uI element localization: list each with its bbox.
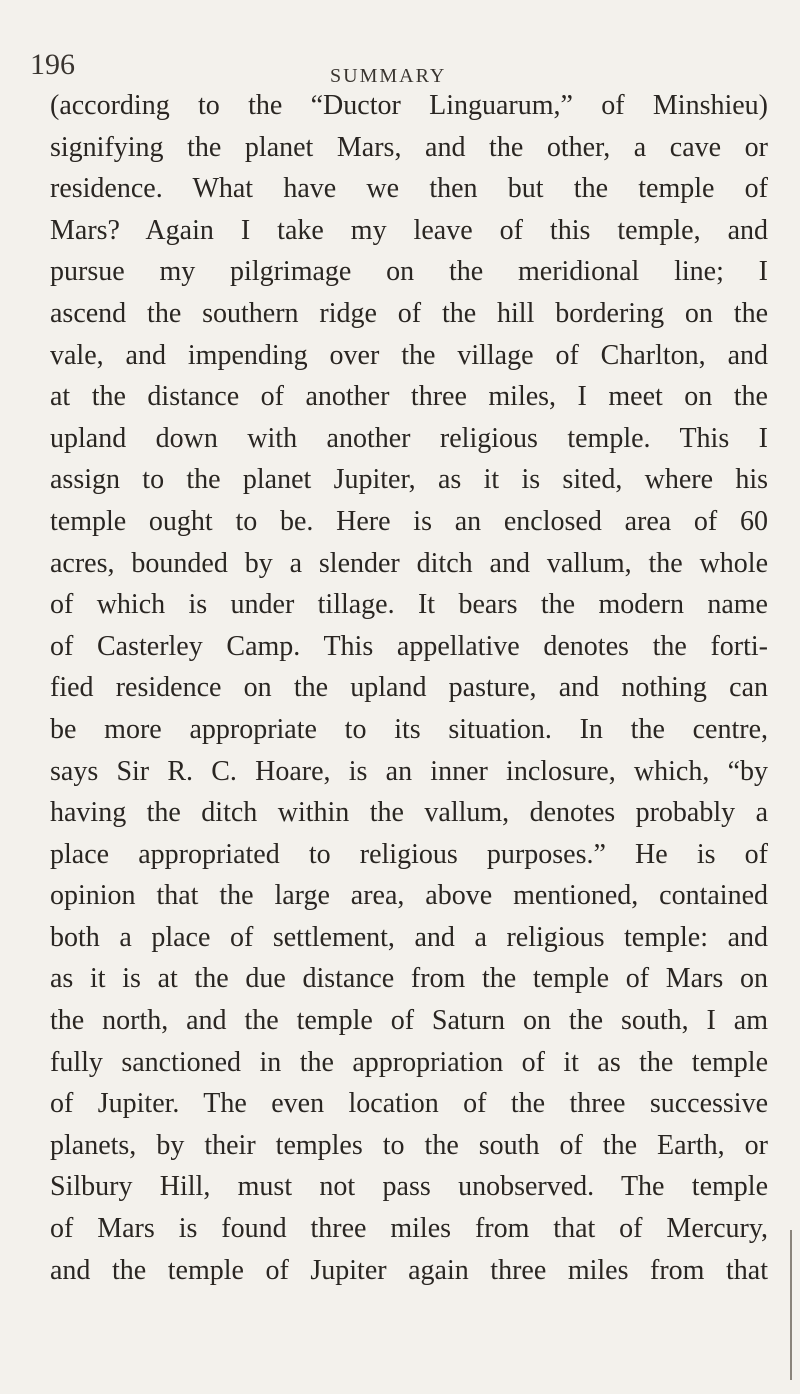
text-line: of Mars is found three miles from that of Mercury, (50, 1213, 768, 1245)
text-line: having the ditch within the vallum, denotes probably a (50, 797, 768, 829)
text-line: upland down with another religious temple. This I (50, 422, 768, 454)
text-line: at the distance of another three miles, I meet on the (50, 381, 768, 413)
text-line: temple ought to be. Here is an enclosed area of 60 (50, 505, 768, 537)
text-line: Mars? Again I take my leave of this temple, and (50, 214, 768, 246)
running-head: SUMMARY (330, 65, 447, 87)
text-line: signifying the planet Mars, and the other, a cave or (50, 131, 768, 163)
text-line: says Sir R. C. Hoare, is an inner inclosure, which, “by (50, 755, 768, 787)
body-text (50, 85, 768, 1291)
text-line: assign to the planet Jupiter, as it is sited, where his (50, 464, 768, 496)
text-line: of which is under tillage. It bears the modern name (50, 589, 768, 621)
text-line: be more appropriate to its situation. In the centre, (50, 713, 768, 745)
text-line: residence. What have we then but the temple of (50, 173, 768, 205)
text-line: acres, bounded by a slender ditch and vallum, the whole (50, 547, 768, 579)
text-line: (according to the “Ductor Linguarum,” of Minshieu) (50, 90, 768, 121)
page-edge-mark (790, 1230, 792, 1380)
text-line: as it is at the due distance from the temple of Mars on (50, 963, 768, 995)
text-line: of Casterley Camp. This appellative denotes the forti- (50, 630, 768, 662)
text-line: vale, and impending over the village of Charlton, and (50, 339, 768, 371)
text-line: the north, and the temple of Saturn on the south, I am (50, 1005, 768, 1037)
text-line: ascend the southern ridge of the hill bordering on the (50, 297, 768, 329)
text-line: fully sanctioned in the appropriation of it as the temple (50, 1046, 768, 1078)
text-line: fied residence on the upland pasture, and nothing can (50, 672, 768, 704)
text-line: pursue my pilgrimage on the meridional line; I (50, 256, 768, 288)
page-number: 196 (30, 48, 75, 81)
text-line: and the temple of Jupiter again three miles from that (50, 1254, 768, 1286)
text-line: opinion that the large area, above mentioned, contained (50, 880, 768, 912)
text-line: planets, by their temples to the south of the Earth, or (50, 1129, 768, 1161)
text-line: place appropriated to religious purposes.” He is of (50, 838, 768, 870)
text-line: both a place of settlement, and a religious temple: and (50, 921, 768, 953)
text-line: Silbury Hill, must not pass unobserved. The temple (50, 1171, 768, 1203)
text-line: of Jupiter. The even location of the three successive (50, 1088, 768, 1120)
